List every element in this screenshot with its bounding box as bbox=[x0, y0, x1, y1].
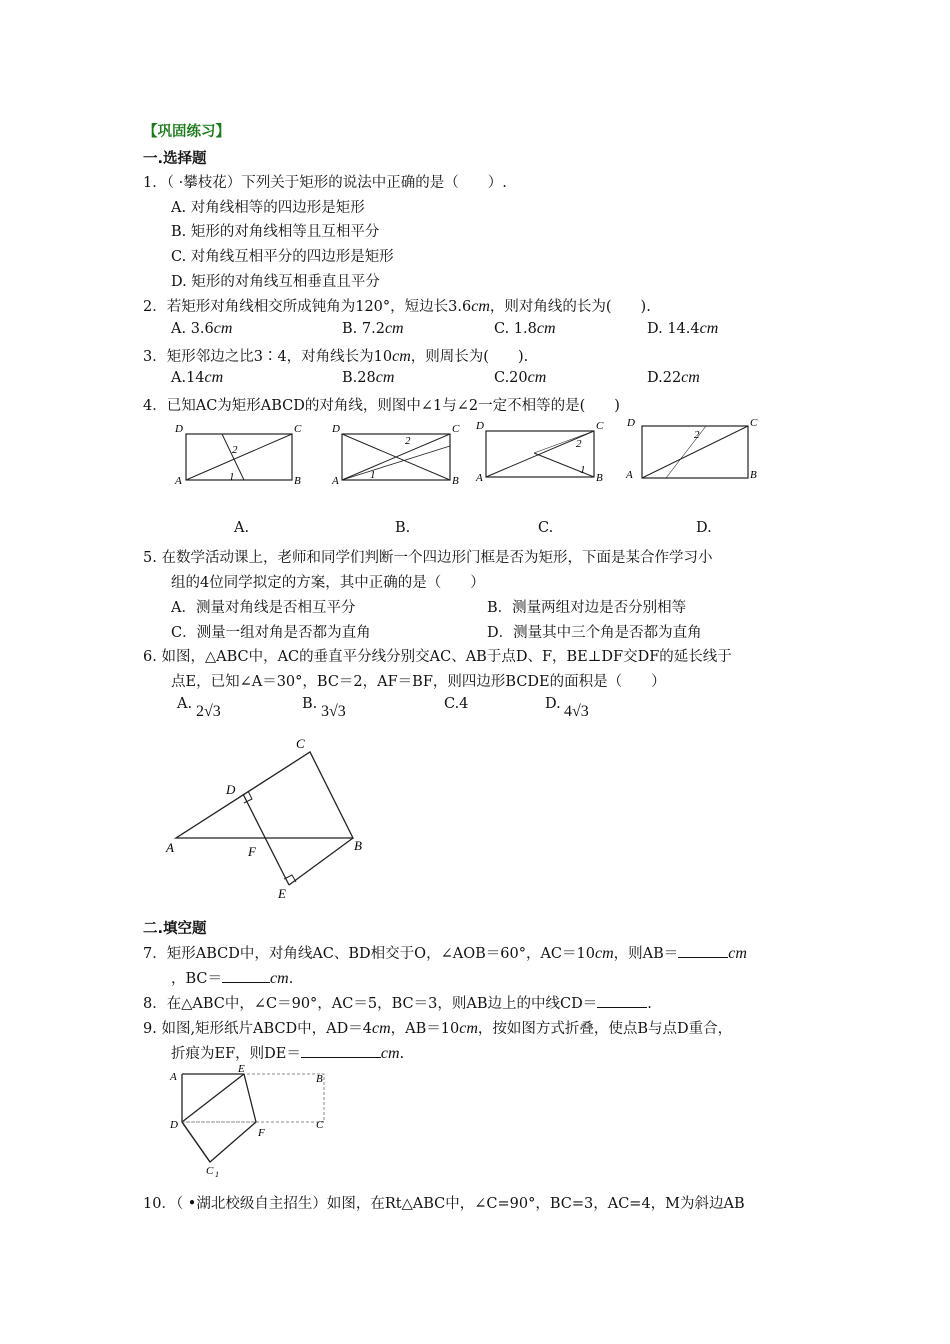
q4-figure-a bbox=[172, 418, 302, 488]
q1-option-d: D. 矩形的对角线互相垂直且平分 bbox=[171, 274, 380, 290]
q7-blank-bc[interactable] bbox=[222, 970, 270, 983]
q3-stem: 3．矩形邻边之比3∶4，对角线长为10cm，则周长为( ). bbox=[143, 348, 529, 365]
q3-option-a: A.14cm bbox=[171, 369, 224, 386]
part1-title: 一.选择题 bbox=[143, 151, 207, 167]
svg-text:B: B bbox=[294, 475, 301, 487]
svg-text:1: 1 bbox=[229, 471, 235, 483]
q2-option-c: C. 1.8cm bbox=[494, 320, 556, 337]
q4-figure-d bbox=[622, 414, 762, 489]
q4-stem: 4．已知AC为矩形ABCD的对角线，则图中∠1与∠2一定不相等的是( ) bbox=[143, 398, 620, 414]
q7-blank-ab[interactable] bbox=[678, 945, 728, 958]
q5-stem-line2: 组的4位同学拟定的方案，其中正确的是（ ） bbox=[171, 575, 485, 591]
svg-text:A: A bbox=[332, 475, 339, 487]
q9-line2: 折痕为EF，则DE＝ cm. bbox=[171, 1045, 405, 1062]
q6-option-c: C.4 bbox=[444, 696, 469, 712]
svg-text:A: A bbox=[626, 469, 633, 481]
q8-blank-cd[interactable] bbox=[597, 995, 647, 1008]
svg-text:C: C bbox=[296, 736, 305, 751]
q5-option-d: D．测量其中三个角是否都为直角 bbox=[487, 625, 702, 641]
q4-figure-c bbox=[474, 415, 609, 487]
q6-option-d-label: D. bbox=[545, 696, 561, 712]
q1-option-b: B. 矩形的对角线相等且互相平分 bbox=[171, 224, 380, 240]
q5-option-a: A．测量对角线是否相互平分 bbox=[171, 600, 356, 616]
q1-stem: 1．（ ·攀枝花）下列关于矩形的说法中正确的是（ ）. bbox=[143, 175, 507, 191]
svg-text:D: D bbox=[175, 423, 183, 435]
svg-text:B: B bbox=[452, 475, 459, 487]
q2-option-d: D. 14.4cm bbox=[647, 320, 719, 337]
q6-stem-line2: 点E，已知∠A＝30°，BC＝2，AF＝BF，则四边形BCDE的面积是（ ） bbox=[171, 674, 666, 690]
svg-text:2: 2 bbox=[405, 435, 411, 447]
q4-label-c: C. bbox=[538, 520, 554, 536]
q4-label-a: A. bbox=[234, 520, 250, 536]
q4-figure-b bbox=[330, 418, 465, 488]
q7-line2: ，BC＝ cm. bbox=[171, 970, 294, 987]
q1-option-a: A. 对角线相等的四边形是矩形 bbox=[171, 200, 365, 216]
unit-cm: cm bbox=[471, 298, 490, 315]
svg-text:D: D bbox=[332, 423, 340, 435]
svg-text:B: B bbox=[596, 472, 603, 484]
q9-blank-de[interactable] bbox=[301, 1045, 381, 1058]
svg-text:2: 2 bbox=[694, 429, 700, 441]
svg-text:C: C bbox=[750, 417, 758, 429]
svg-text:F: F bbox=[248, 844, 256, 859]
q2-option-b: B. 7.2cm bbox=[342, 320, 404, 337]
q9-figure bbox=[168, 1064, 338, 1179]
q2-stem-part2: ，则对角线的长为( ). bbox=[489, 299, 651, 315]
q6-option-b-value: 3√3 bbox=[321, 703, 346, 720]
q4-label-b: B. bbox=[395, 520, 411, 536]
svg-text:A: A bbox=[476, 472, 483, 484]
svg-text:A: A bbox=[175, 475, 182, 487]
q4-label-d: D. bbox=[696, 520, 712, 536]
q2-stem bbox=[143, 295, 651, 316]
q6-option-a-label: A. bbox=[177, 696, 193, 712]
svg-text:A: A bbox=[170, 1071, 177, 1083]
svg-text:1: 1 bbox=[370, 469, 376, 481]
svg-text:1: 1 bbox=[215, 1170, 219, 1179]
q7-line1: 7．矩形ABCD中，对角线AC、BD相交于O，∠AOB＝60°，AC＝10cm，则AB＝ cm bbox=[143, 945, 747, 962]
q6-option-b-label: B. bbox=[302, 696, 318, 712]
q6-option-a-value: 2√3 bbox=[196, 703, 221, 720]
q5-option-c: C．测量一组对角是否都为直角 bbox=[171, 625, 371, 641]
q5-option-b: B．测量两组对边是否分别相等 bbox=[487, 600, 687, 616]
svg-text:A: A bbox=[166, 840, 174, 855]
q6-stem-line1: 6. 如图，△ABC中，AC的垂直平分线分别交AC、AB于点D、F，BE⊥DF交DF的延长线于 bbox=[143, 649, 732, 665]
svg-text:B: B bbox=[316, 1073, 323, 1085]
svg-text:F: F bbox=[258, 1127, 265, 1139]
q3-option-d: D.22cm bbox=[647, 369, 700, 386]
q2-stem-part1: 2．若矩形对角线相交所成钝角为120°，短边长3.6 bbox=[143, 299, 472, 315]
q1-option-c: C. 对角线互相平分的四边形是矩形 bbox=[171, 249, 394, 265]
q5-stem-line1: 5. 在数学活动课上，老师和同学们判断一个四边形门框是否为矩形，下面是某合作学习小 bbox=[143, 550, 713, 566]
svg-text:1: 1 bbox=[580, 464, 586, 476]
svg-text:D: D bbox=[627, 417, 635, 429]
svg-text:2: 2 bbox=[576, 438, 582, 450]
section-title: 【巩固练习】 bbox=[143, 124, 230, 140]
svg-text:D: D bbox=[476, 420, 484, 432]
svg-text:2: 2 bbox=[232, 444, 238, 456]
svg-text:D: D bbox=[170, 1119, 178, 1131]
svg-text:E: E bbox=[278, 886, 286, 901]
q2-option-a: A. 3.6cm bbox=[171, 320, 233, 337]
q3-option-c: C.20cm bbox=[494, 369, 547, 386]
svg-text:B: B bbox=[354, 838, 362, 853]
svg-text:C: C bbox=[596, 420, 604, 432]
q3-option-b: B.28cm bbox=[342, 369, 395, 386]
q10-text: 10．（ •湖北校级自主招生）如图，在Rt△ABC中，∠C=90°，BC=3，AC=4，M为斜边AB bbox=[143, 1196, 745, 1212]
q6-option-d-value: 4√3 bbox=[564, 703, 589, 720]
svg-text:C: C bbox=[206, 1165, 214, 1177]
part2-title: 二.填空题 bbox=[143, 921, 207, 937]
q9-line1: 9. 如图,矩形纸片ABCD中，AD＝4cm，AB＝10cm，按如图方式折叠，使点B与点D重合， bbox=[143, 1020, 733, 1037]
svg-text:D: D bbox=[226, 782, 236, 797]
svg-text:C: C bbox=[452, 423, 460, 435]
q6-figure bbox=[160, 732, 380, 902]
svg-text:C: C bbox=[294, 423, 302, 435]
svg-text:B: B bbox=[750, 469, 757, 481]
svg-text:E: E bbox=[238, 1064, 245, 1075]
q8-text: 8．在△ABC中，∠C＝90°，AC＝5，BC＝3，则AB边上的中线CD＝ . bbox=[143, 996, 652, 1012]
svg-text:C: C bbox=[316, 1119, 324, 1131]
